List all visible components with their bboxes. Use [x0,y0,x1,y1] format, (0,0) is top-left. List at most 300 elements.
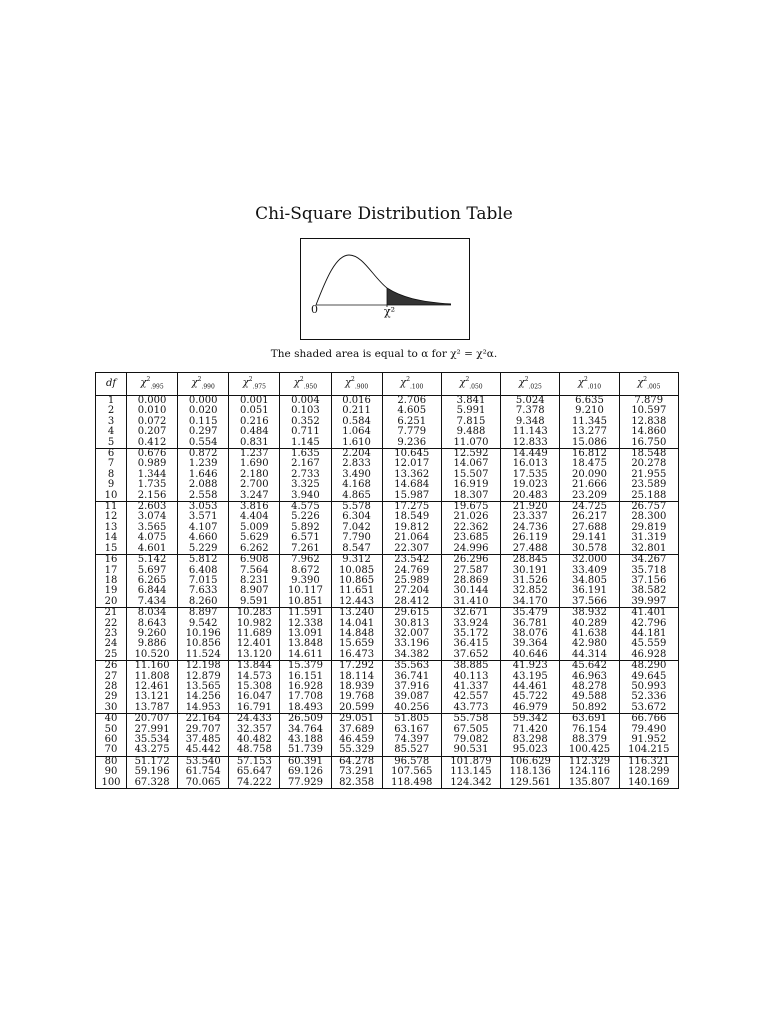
critical-value-cell: 95.023 [501,745,560,756]
critical-value-cell: 51.172 [127,756,178,767]
critical-value-cell: 23.209 [560,491,619,502]
table-row [96,661,679,672]
critical-value-cell: 35.718 [619,566,678,576]
critical-value-cell: 7.564 [229,566,280,576]
critical-value-cell: 74.397 [382,735,441,745]
critical-value-cell: 3.247 [229,491,280,502]
critical-value-cell: 17.708 [280,692,331,702]
critical-value-cell: 16.928 [280,682,331,692]
critical-value-cell: 39.087 [382,692,441,702]
table-row [96,491,679,502]
critical-value-cell: 31.526 [501,576,560,586]
critical-value-cell: 14.848 [331,629,382,639]
alpha-header: $\chi^2_{.025}$ [501,373,560,396]
df-cell: 70 [96,745,127,756]
critical-value-cell: 2.180 [229,470,280,480]
critical-value-cell: 1.735 [127,480,178,490]
critical-value-cell: 50.892 [560,703,619,714]
critical-value-cell: 12.879 [178,672,229,682]
critical-value-cell: 13.565 [178,682,229,692]
critical-value-cell: 10.645 [382,449,441,460]
critical-value-cell: 36.415 [441,639,500,649]
critical-value-cell: 12.401 [229,639,280,649]
critical-value-cell: 24.736 [501,523,560,533]
critical-value-cell: 7.879 [619,396,678,407]
critical-value-cell: 7.815 [441,417,500,427]
critical-value-cell: 1.690 [229,459,280,469]
critical-value-cell: 0.000 [127,396,178,407]
critical-value-cell: 23.589 [619,480,678,490]
critical-value-cell: 5.024 [501,396,560,407]
table-row [96,438,679,449]
df-cell: 5 [96,438,127,449]
critical-value-cell: 5.229 [178,544,229,555]
df-cell: 1 [96,396,127,407]
critical-value-cell: 21.064 [382,533,441,543]
critical-value-cell: 24.769 [382,566,441,576]
critical-value-cell: 7.779 [382,427,441,437]
critical-value-cell: 2.088 [178,480,229,490]
alpha-header: $\chi^2_{.010}$ [560,373,619,396]
critical-value-cell: 43.195 [501,672,560,682]
critical-value-cell: 8.231 [229,576,280,586]
critical-value-cell: 16.151 [280,672,331,682]
critical-value-cell: 2.156 [127,491,178,502]
critical-value-cell: 70.065 [178,778,229,789]
critical-value-cell: 45.642 [560,661,619,672]
critical-value-cell: 43.773 [441,703,500,714]
alpha-header: $\chi^2_{.990}$ [178,373,229,396]
critical-value-cell: 0.584 [331,417,382,427]
table-row [96,714,679,725]
df-cell: 22 [96,619,127,629]
critical-value-cell: 41.638 [560,629,619,639]
critical-value-cell: 6.635 [560,396,619,407]
critical-value-cell: 34.267 [619,555,678,566]
critical-value-cell: 59.196 [127,767,178,777]
critical-value-cell: 48.758 [229,745,280,756]
critical-value-cell: 34.805 [560,576,619,586]
df-cell: 21 [96,608,127,619]
critical-value-cell: 17.275 [382,502,441,513]
critical-value-cell: 5.009 [229,523,280,533]
critical-value-cell: 2.706 [382,396,441,407]
critical-value-cell: 16.812 [560,449,619,460]
alpha-header: $\chi^2_{.995}$ [127,373,178,396]
df-cell: 19 [96,586,127,596]
critical-value-cell: 77.929 [280,778,331,789]
critical-value-cell: 22.307 [382,544,441,555]
alpha-header: $\chi^2_{.050}$ [441,373,500,396]
critical-value-cell: 26.296 [441,555,500,566]
alpha-value: .050 [469,383,483,391]
critical-value-cell: 30.191 [501,566,560,576]
critical-value-cell: 20.599 [331,703,382,714]
critical-value-cell: 135.807 [560,778,619,789]
critical-value-cell: 5.226 [280,512,331,522]
critical-value-cell: 64.278 [331,756,382,767]
table-row [96,555,679,566]
critical-value-cell: 34.382 [382,650,441,661]
critical-value-cell: 2.733 [280,470,331,480]
critical-value-cell: 36.781 [501,619,560,629]
critical-value-cell: 107.565 [382,767,441,777]
critical-value-cell: 11.591 [280,608,331,619]
df-cell: 6 [96,449,127,460]
critical-value-cell: 15.308 [229,682,280,692]
critical-value-cell: 28.412 [382,597,441,608]
critical-value-cell: 21.920 [501,502,560,513]
critical-value-cell: 12.833 [501,438,560,449]
critical-value-cell: 14.573 [229,672,280,682]
critical-value-cell: 79.082 [441,735,500,745]
alpha-header: $\chi^2_{.975}$ [229,373,280,396]
critical-value-cell: 3.490 [331,470,382,480]
critical-value-cell: 7.962 [280,555,331,566]
critical-value-cell: 13.121 [127,692,178,702]
critical-value-cell: 26.757 [619,502,678,513]
critical-value-cell: 15.987 [382,491,441,502]
df-cell: 40 [96,714,127,725]
critical-value-cell: 15.086 [560,438,619,449]
critical-value-cell: 30.144 [441,586,500,596]
origin-label: 0 [311,303,318,316]
critical-value-cell: 26.119 [501,533,560,543]
critical-value-cell: 20.090 [560,470,619,480]
df-cell: 3 [96,417,127,427]
critical-value-cell: 29.141 [560,533,619,543]
critical-value-cell: 15.659 [331,639,382,649]
critical-value-cell: 39.364 [501,639,560,649]
critical-value-cell: 20.483 [501,491,560,502]
critical-value-cell: 14.684 [382,480,441,490]
critical-value-cell: 42.796 [619,619,678,629]
alpha-value: .005 [647,383,661,391]
critical-value-cell: 45.559 [619,639,678,649]
critical-value-cell: 59.342 [501,714,560,725]
critical-value-cell: 32.671 [441,608,500,619]
alpha-value: .100 [410,383,424,391]
critical-value-cell: 73.291 [331,767,382,777]
critical-value-cell: 41.337 [441,682,500,692]
critical-value-cell: 12.338 [280,619,331,629]
df-cell: 28 [96,682,127,692]
critical-value-cell: 10.856 [178,639,229,649]
critical-value-cell: 40.256 [382,703,441,714]
critical-value-cell: 3.816 [229,502,280,513]
critical-value-cell: 18.493 [280,703,331,714]
critical-value-cell: 9.542 [178,619,229,629]
critical-value-cell: 118.498 [382,778,441,789]
critical-value-cell: 21.666 [560,480,619,490]
critical-value-cell: 106.629 [501,756,560,767]
critical-value-cell: 14.256 [178,692,229,702]
critical-value-cell: 8.547 [331,544,382,555]
critical-value-cell: 10.865 [331,576,382,586]
critical-value-cell: 9.312 [331,555,382,566]
critical-value-cell: 31.319 [619,533,678,543]
df-cell: 13 [96,523,127,533]
critical-value-cell: 0.872 [178,449,229,460]
table-row [96,745,679,756]
critical-value-label: χ² [384,305,396,318]
critical-value-cell: 29.819 [619,523,678,533]
critical-value-cell: 11.689 [229,629,280,639]
df-cell: 17 [96,566,127,576]
critical-value-cell: 24.433 [229,714,280,725]
critical-value-cell: 28.300 [619,512,678,522]
critical-value-cell: 13.091 [280,629,331,639]
critical-value-cell: 40.113 [441,672,500,682]
critical-value-cell: 39.997 [619,597,678,608]
critical-value-cell: 4.575 [280,502,331,513]
critical-value-cell: 18.548 [619,449,678,460]
critical-value-cell: 4.605 [382,406,441,416]
critical-value-cell: 3.571 [178,512,229,522]
critical-value-cell: 18.114 [331,672,382,682]
critical-value-cell: 1.237 [229,449,280,460]
critical-value-cell: 0.216 [229,417,280,427]
critical-value-cell: 11.070 [441,438,500,449]
critical-value-cell: 55.329 [331,745,382,756]
critical-value-cell: 33.409 [560,566,619,576]
critical-value-cell: 37.652 [441,650,500,661]
chi-square-table [95,372,679,789]
critical-value-cell: 0.001 [229,396,280,407]
critical-value-cell: 55.758 [441,714,500,725]
critical-value-cell: 13.787 [127,703,178,714]
critical-value-cell: 7.261 [280,544,331,555]
critical-value-cell: 43.188 [280,735,331,745]
df-cell: 12 [96,512,127,522]
critical-value-cell: 1.610 [331,438,382,449]
critical-value-cell: 44.461 [501,682,560,692]
critical-value-cell: 6.844 [127,586,178,596]
critical-value-cell: 90.531 [441,745,500,756]
critical-value-cell: 16.791 [229,703,280,714]
critical-value-cell: 63.167 [382,725,441,735]
critical-value-cell: 32.801 [619,544,678,555]
critical-value-cell: 32.000 [560,555,619,566]
critical-value-cell: 71.420 [501,725,560,735]
critical-value-cell: 50.993 [619,682,678,692]
critical-value-cell: 34.764 [280,725,331,735]
critical-value-cell: 14.953 [178,703,229,714]
critical-value-cell: 0.072 [127,417,178,427]
critical-value-cell: 52.336 [619,692,678,702]
critical-value-cell: 6.408 [178,566,229,576]
critical-value-cell: 13.848 [280,639,331,649]
critical-value-cell: 29.707 [178,725,229,735]
critical-value-cell: 40.482 [229,735,280,745]
critical-value-cell: 13.844 [229,661,280,672]
critical-value-cell: 15.379 [280,661,331,672]
critical-value-cell: 38.932 [560,608,619,619]
critical-value-cell: 22.362 [441,523,500,533]
critical-value-cell: 76.154 [560,725,619,735]
critical-value-cell: 18.939 [331,682,382,692]
critical-value-cell: 16.047 [229,692,280,702]
df-cell: 7 [96,459,127,469]
critical-value-cell: 67.328 [127,778,178,789]
df-cell: 60 [96,735,127,745]
df-header: df [96,373,127,396]
critical-value-cell: 0.297 [178,427,229,437]
critical-value-cell: 4.601 [127,544,178,555]
critical-value-cell: 29.051 [331,714,382,725]
alpha-value: .950 [303,383,318,391]
critical-value-cell: 0.711 [280,427,331,437]
critical-value-cell: 24.725 [560,502,619,513]
page-title: Chi-Square Distribution Table [255,204,513,224]
df-cell: 16 [96,555,127,566]
critical-value-cell: 4.660 [178,533,229,543]
critical-value-cell: 13.277 [560,427,619,437]
critical-value-cell: 1.646 [178,470,229,480]
df-cell: 2 [96,406,127,416]
critical-value-cell: 79.490 [619,725,678,735]
critical-value-cell: 35.479 [501,608,560,619]
critical-value-cell: 0.484 [229,427,280,437]
critical-value-cell: 5.697 [127,566,178,576]
df-cell: 10 [96,491,127,502]
critical-value-cell: 6.908 [229,555,280,566]
critical-value-cell: 19.812 [382,523,441,533]
critical-value-cell: 21.955 [619,470,678,480]
critical-value-cell: 113.145 [441,767,500,777]
critical-value-cell: 51.805 [382,714,441,725]
table-row [96,608,679,619]
critical-value-cell: 88.379 [560,735,619,745]
critical-value-cell: 27.488 [501,544,560,555]
critical-value-cell: 13.362 [382,470,441,480]
critical-value-cell: 16.919 [441,480,500,490]
critical-value-cell: 27.587 [441,566,500,576]
critical-value-cell: 12.017 [382,459,441,469]
alpha-value: .975 [252,383,266,391]
critical-value-cell: 42.980 [560,639,619,649]
critical-value-cell: 24.996 [441,544,500,555]
critical-value-cell: 44.181 [619,629,678,639]
critical-value-cell: 18.549 [382,512,441,522]
critical-value-cell: 10.117 [280,586,331,596]
critical-value-cell: 32.007 [382,629,441,639]
critical-value-cell: 38.582 [619,586,678,596]
critical-value-cell: 10.597 [619,406,678,416]
critical-value-cell: 4.404 [229,512,280,522]
critical-value-cell: 19.768 [331,692,382,702]
df-cell: 20 [96,597,127,608]
critical-value-cell: 37.916 [382,682,441,692]
critical-value-cell: 14.449 [501,449,560,460]
critical-value-cell: 42.557 [441,692,500,702]
critical-value-cell: 82.358 [331,778,382,789]
table-row [96,650,679,661]
critical-value-cell: 36.741 [382,672,441,682]
critical-value-cell: 10.283 [229,608,280,619]
critical-value-cell: 0.000 [178,396,229,407]
critical-value-cell: 69.126 [280,767,331,777]
critical-value-cell: 67.505 [441,725,500,735]
critical-value-cell: 11.345 [560,417,619,427]
critical-value-cell: 34.170 [501,597,560,608]
critical-value-cell: 2.167 [280,459,331,469]
critical-value-cell: 8.907 [229,586,280,596]
critical-value-cell: 27.688 [560,523,619,533]
critical-value-cell: 6.304 [331,512,382,522]
critical-value-cell: 2.833 [331,459,382,469]
df-cell: 9 [96,480,127,490]
critical-value-cell: 37.566 [560,597,619,608]
critical-value-cell: 48.290 [619,661,678,672]
critical-value-cell: 101.879 [441,756,500,767]
alpha-header: $\chi^2_{.900}$ [331,373,382,396]
alpha-header: $\chi^2_{.950}$ [280,373,331,396]
critical-value-cell: 63.691 [560,714,619,725]
critical-value-cell: 48.278 [560,682,619,692]
critical-value-cell: 37.689 [331,725,382,735]
critical-value-cell: 10.196 [178,629,229,639]
table-row [96,703,679,714]
critical-value-cell: 96.578 [382,756,441,767]
critical-value-cell: 16.013 [501,459,560,469]
df-cell: 30 [96,703,127,714]
critical-value-cell: 4.865 [331,491,382,502]
critical-value-cell: 20.278 [619,459,678,469]
critical-value-cell: 19.023 [501,480,560,490]
critical-value-cell: 11.524 [178,650,229,661]
critical-value-cell: 8.672 [280,566,331,576]
critical-value-cell: 0.051 [229,406,280,416]
critical-value-cell: 85.527 [382,745,441,756]
critical-value-cell: 83.298 [501,735,560,745]
critical-value-cell: 0.004 [280,396,331,407]
critical-value-cell: 5.142 [127,555,178,566]
critical-value-cell: 3.565 [127,523,178,533]
critical-value-cell: 0.831 [229,438,280,449]
critical-value-cell: 0.554 [178,438,229,449]
critical-value-cell: 9.260 [127,629,178,639]
critical-value-cell: 60.391 [280,756,331,767]
critical-value-cell: 9.591 [229,597,280,608]
critical-value-cell: 32.852 [501,586,560,596]
critical-value-cell: 23.542 [382,555,441,566]
critical-value-cell: 33.924 [441,619,500,629]
figure-caption [0,348,768,360]
critical-value-cell: 12.592 [441,449,500,460]
df-cell: 4 [96,427,127,437]
alpha-header: $\chi^2_{.005}$ [619,373,678,396]
critical-value-cell: 0.103 [280,406,331,416]
critical-value-cell: 29.615 [382,608,441,619]
critical-value-cell: 25.188 [619,491,678,502]
df-cell: 8 [96,470,127,480]
critical-value-cell: 7.378 [501,406,560,416]
critical-value-cell: 35.563 [382,661,441,672]
density-curve [316,255,451,305]
critical-value-cell: 18.307 [441,491,500,502]
critical-value-cell: 12.461 [127,682,178,692]
critical-value-cell: 53.672 [619,703,678,714]
critical-value-cell: 4.075 [127,533,178,543]
critical-value-cell: 3.074 [127,512,178,522]
distribution-figure [300,238,470,340]
critical-value-cell: 22.164 [178,714,229,725]
critical-value-cell: 9.236 [382,438,441,449]
df-cell: 24 [96,639,127,649]
critical-value-cell: 46.979 [501,703,560,714]
critical-value-cell: 2.603 [127,502,178,513]
